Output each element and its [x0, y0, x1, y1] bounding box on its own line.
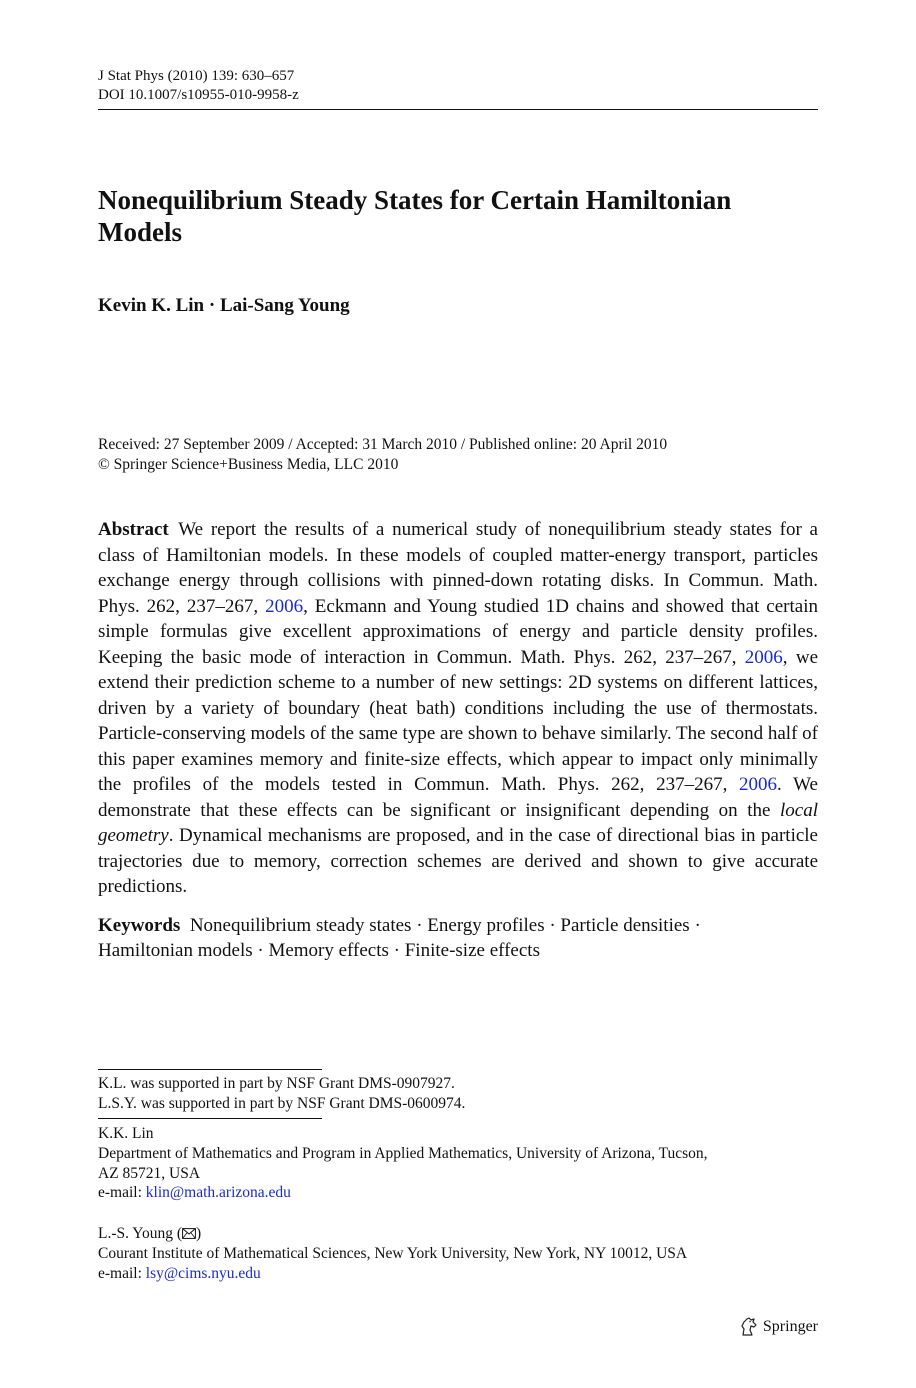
grant-footnotes: [98, 1074, 818, 1114]
abstract-text: . We demonstrate that these effects can be significant or insignificant depending on the: [98, 774, 818, 821]
publication-dates: [98, 435, 818, 474]
springer-horse-icon: [740, 1317, 758, 1337]
authors: Kevin K. Lin · Lai-Sang Young: [98, 295, 350, 316]
citation-link[interactable]: 2006: [265, 595, 304, 617]
abstract-heading: Abstract: [98, 519, 169, 540]
abstract-emphasis: local geometry: [98, 799, 818, 846]
abstract-text: , Eckmann and Young studied 1D chains and showed that certain simple formulas give excellent approximations of energy and particle density profiles. Keeping the basic mode of interaction in Commun. Math. Phys. 262, 237–267,: [98, 595, 818, 668]
history-line: Received: 27 September 2009 / Accepted: 31 March 2010 / Published online: 20 April 2010: [98, 436, 668, 453]
citation-link[interactable]: 2006: [739, 774, 778, 795]
keywords-heading: Keywords: [98, 915, 181, 936]
publisher-logo: [740, 1317, 818, 1337]
header-rule: [98, 109, 818, 110]
publisher-name: Springer: [762, 1318, 818, 1335]
email-link[interactable]: lsy@cims.nyu.edu: [145, 1264, 261, 1282]
envelope-icon: [182, 1228, 196, 1239]
footnote-rule: [98, 1118, 322, 1119]
doi: DOI 10.1007/s10955-010-9958-z: [98, 87, 299, 103]
author-name: K.K. Lin: [98, 1125, 154, 1142]
email-line: [98, 1183, 818, 1203]
author-name-suffix: ): [195, 1225, 202, 1242]
affiliation-young: [98, 1224, 818, 1283]
abstract: [98, 517, 818, 900]
address-line: AZ 85721, USA: [98, 1164, 201, 1182]
grant-note: K.L. was supported in part by NSF Grant DMS-0907927.: [98, 1075, 455, 1092]
affiliation-lin: [98, 1124, 818, 1203]
copyright-line: © Springer Science+Business Media, LLC 2010: [98, 455, 399, 473]
author-name-line: [98, 1224, 818, 1244]
address-line: Courant Institute of Mathematical Sciences, New York University, New York, NY 10012, USA: [98, 1244, 688, 1262]
keywords: [98, 913, 818, 963]
email-link[interactable]: klin@math.arizona.edu: [145, 1184, 291, 1202]
journal-header: [98, 67, 299, 105]
abstract-text: We report the results of a numerical study of nonequilibrium steady states for a class of Hamiltonian models. In these models of coupled matter-energy transport, particles exchange energy through collisions with pinned-down rotating disks. In Commun. Math. Phys. 262, 237–267,: [98, 519, 818, 617]
address-line: Department of Mathematics and Program in Applied Mathematics, University of Arizona, Tucson,: [98, 1144, 708, 1162]
author-name: L.-S. Young (: [98, 1225, 182, 1242]
citation-link[interactable]: 2006: [744, 646, 783, 668]
email-line: [98, 1264, 818, 1284]
paper-title: Nonequilibrium Steady States for Certain Hamiltonian Models: [98, 185, 732, 247]
grant-note: L.S.Y. was supported in part by NSF Grant DMS-0600974.: [98, 1094, 466, 1112]
journal-citation: J Stat Phys (2010) 139: 630–657: [98, 68, 295, 84]
keywords-line: Nonequilibrium steady states · Energy profiles · Particle densities ·: [189, 915, 701, 936]
email-label: e-mail:: [98, 1264, 146, 1282]
abstract-text: , we extend their prediction scheme to a number of new settings: 2D systems on different lattices, driven by a variety of boundary (heat bath) conditions including the use of thermostats. Particle-conserving models of the same type are shown to behave similarly. The second half of this paper examines memory and finite-size effects, which appear to impact only minimally the profiles of the models tested in Commun. Math. Phys. 262, 237–267,: [98, 646, 818, 795]
footnote-rule: [98, 1069, 322, 1070]
abstract-text: . Dynamical mechanisms are proposed, and in the case of directional bias in particle trajectories due to memory, correction schemes are derived and shown to give accurate predictions.: [98, 825, 818, 897]
keywords-line: Hamiltonian models · Memory effects · Finite-size effects: [98, 940, 540, 961]
email-label: e-mail:: [98, 1184, 146, 1202]
